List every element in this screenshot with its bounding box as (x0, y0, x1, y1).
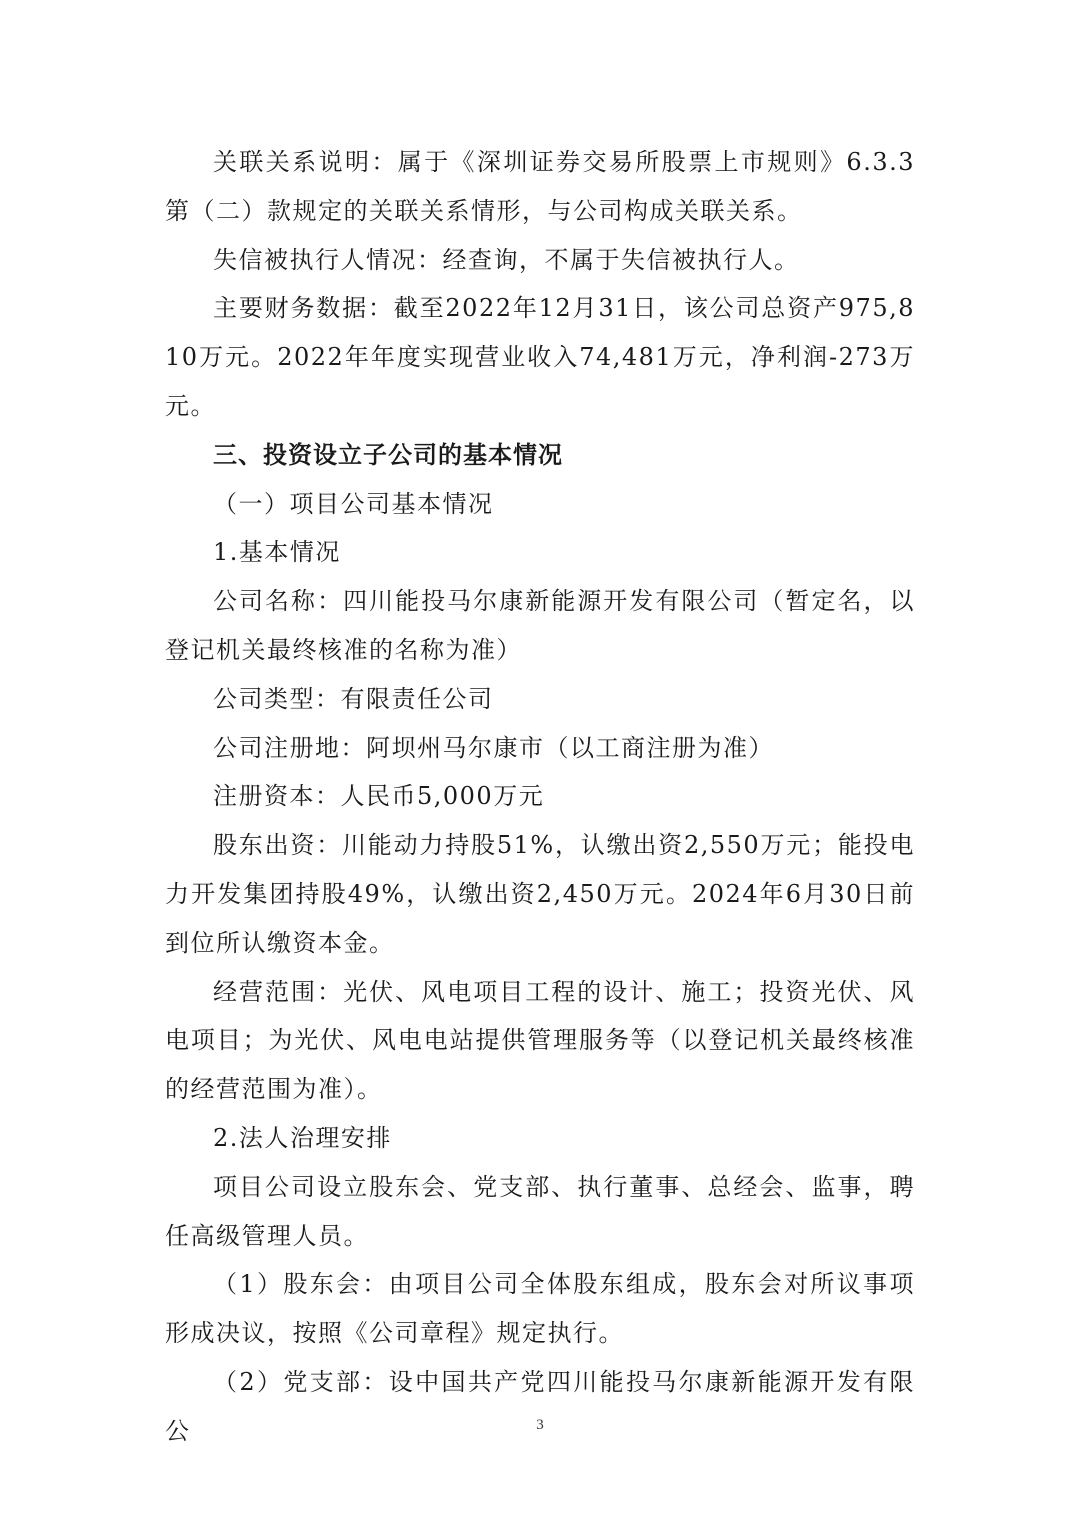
paragraph-company-type: 公司类型：有限责任公司 (213, 684, 494, 713)
document-body (165, 138, 915, 1456)
paragraph-financial-data: 主要财务数据：截至2022年12月31日，该公司总资产975,810万元。2022年年度实现营业收入74,481万元，净利润-273万元。 (165, 294, 915, 420)
paragraph-business-scope: 经营范围：光伏、风电项目工程的设计、施工；投资光伏、风电项目；为光伏、风电电站提供管理服务等（以登记机关最终核准的经营范围为准）。 (165, 977, 915, 1104)
paragraph-governance-structure: 项目公司设立股东会、党支部、执行董事、总经会、监事，聘任高级管理人员。 (165, 1172, 915, 1250)
paragraph-company-name: 公司名称：四川能投马尔康新能源开发有限公司（暂定名，以登记机关最终核准的名称为准） (165, 587, 915, 664)
subsection-heading-project-company: （一）项目公司基本情况 (213, 489, 494, 518)
paragraph-shareholder-contribution: 股东出资：川能动力持股51%，认缴出资2,550万元；能投电力开发集团持股49%，认缴出资2,450万元。2024年6月30日前到位所认缴资本金。 (165, 831, 915, 957)
paragraph-related-party-relationship: 关联关系说明：属于《深圳证券交易所股票上市规则》6.3.3 第（二）款规定的关联关系情形，与公司构成关联关系。 (165, 148, 915, 225)
page-number: 3 (536, 1417, 544, 1433)
section-heading-subsidiary-overview: 三、投资设立子公司的基本情况 (213, 440, 563, 469)
paragraph-party-branch: （2）党支部：设中国共产党四川能投马尔康新能源开发有限公 (165, 1367, 915, 1445)
item-heading-basic-info: 1.基本情况 (213, 538, 341, 567)
item-heading-governance: 2.法人治理安排 (213, 1123, 392, 1152)
paragraph-registered-address: 公司注册地：阿坝州马尔康市（以工商注册为准） (213, 733, 774, 762)
paragraph-dishonest-person-status: 失信被执行人情况：经查询，不属于失信被执行人。 (213, 245, 800, 274)
paragraph-registered-capital: 注册资本：人民币5,000万元 (213, 782, 545, 811)
paragraph-shareholders-meeting: （1）股东会：由项目公司全体股东组成，股东会对所议事项形成决议，按照《公司章程》规定执行。 (165, 1270, 915, 1348)
